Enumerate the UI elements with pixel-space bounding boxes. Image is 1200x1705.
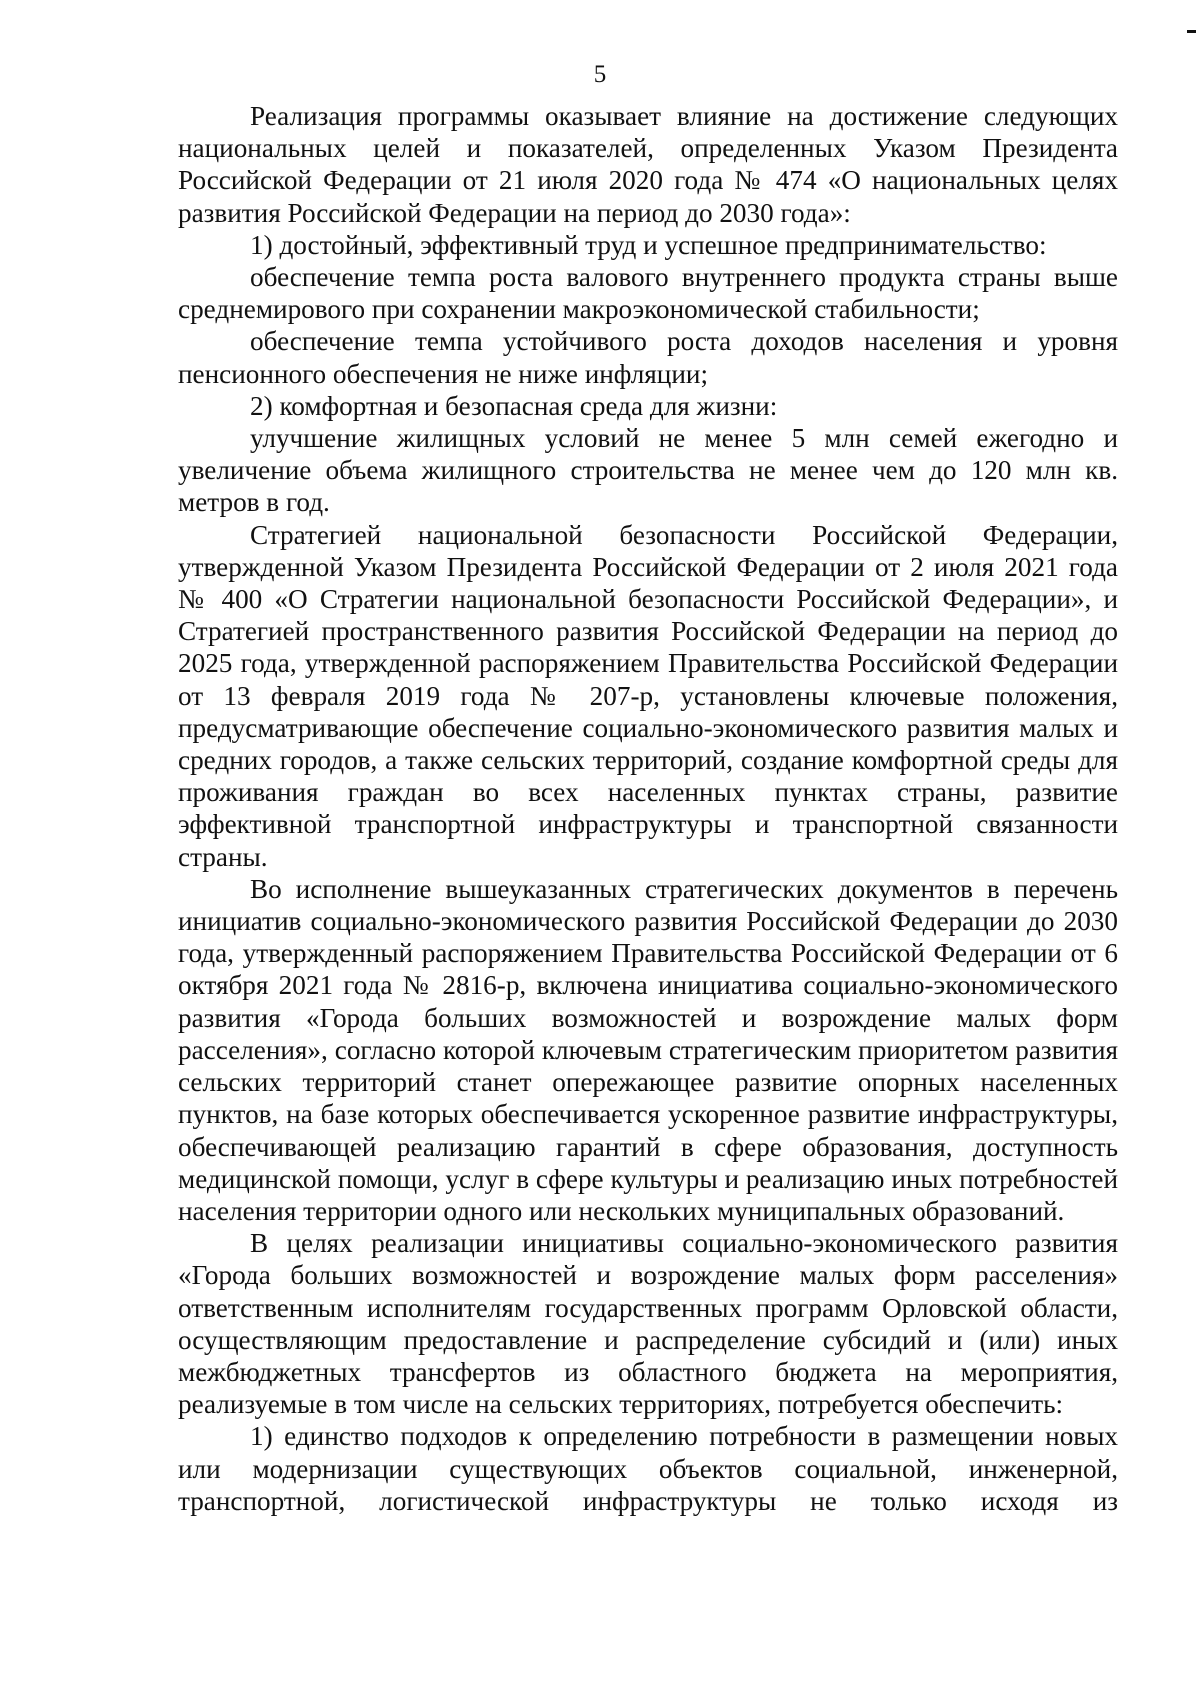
paragraph-national-goals: Реализация программы оказывает влияние на достижение следующих национальных целей и показателей, определенных Указом Президента Российской Федерации от 21 июля 2020 года № 474 «О национальных целях развития Российской Федерации на период до 2030 года»: xyxy=(178,101,1118,228)
paragraph-strategy: Стратегией национальной безопасности Российской Федерации, утвержденной Указом Президента Российской Федерации от 2 июля 2021 года № 400 «О Стратегии национальной безопасности Российской Федерации», и Стратегией пространственного развития Российской Федерации на период до 2025 года, утвержденной распоряжением Правительства Российской Федерации от 13 февраля 2019 года № 207-р, установлены ключевые положения, предусматривающие обеспечение социально-экономического развития малых и средних городов, а также сельских территорий, создание комфортной среды для проживания граждан во всех населенных пунктах страны, развитие эффективной транспортной инфраструктуры и транспортной связанности страны. xyxy=(178,519,1118,872)
scan-edge-mark xyxy=(1187,30,1196,33)
paragraph-goal-1-item-a: обеспечение темпа роста валового внутреннего продукта страны выше среднемирового при сохранении макроэкономической стабильности; xyxy=(178,262,1118,325)
paragraph-goal-1: 1) достойный, эффективный труд и успешное предпринимательство: xyxy=(250,229,1047,260)
page-number: 5 xyxy=(593,61,607,88)
document-body xyxy=(178,100,1118,1517)
paragraph-initiative: Во исполнение вышеуказанных стратегических документов в перечень инициатив социально-экономического развития Российской Федерации до 2030 года, утвержденный распоряжением Правительства Российской Федерации от 6 октября 2021 года № 2816-р, включена инициатива социально-экономического развития «Города больших возможностей и возрождение малых форм расселения», согласно которой ключевым стратегическим приоритетом развития сельских территорий станет опережающее развитие опорных населенных пунктов, на базе которых обеспечивается ускоренное развитие инфраструктуры, обеспечивающей реализацию гарантий в сфере образования, доступность медицинской помощи, услуг в сфере культуры и реализацию иных потребностей населения территории одного или нескольких муниципальных образований. xyxy=(178,873,1118,1226)
paragraph-goal-2: 2) комфортная и безопасная среда для жизни: xyxy=(250,390,778,421)
paragraph-unified-approach: 1) единство подходов к определению потребности в размещении новых или модернизации существующих объектов социальной, инженерной, транспортной, логистической инфраструктуры не только исходя из xyxy=(178,1421,1118,1516)
paragraph-implementation: В целях реализации инициативы социально-экономического развития «Города больших возможностей и возрождение малых форм расселения» ответственным исполнителям государственных программ Орловской области, осуществляющим предоставление и распределение субсидий и (или) иных межбюджетных трансфертов из областного бюджета на мероприятия, реализуемые в том числе на сельских территориях, потребуется обеспечить: xyxy=(178,1228,1118,1420)
paragraph-goal-2-item-a: улучшение жилищных условий не менее 5 млн семей ежегодно и увеличение объема жилищного строительства не менее чем до 120 млн кв. метров в год. xyxy=(178,423,1118,518)
paragraph-goal-1-item-b: обеспечение темпа устойчивого роста доходов населения и уровня пенсионного обеспечения не ниже инфляции; xyxy=(178,326,1118,389)
